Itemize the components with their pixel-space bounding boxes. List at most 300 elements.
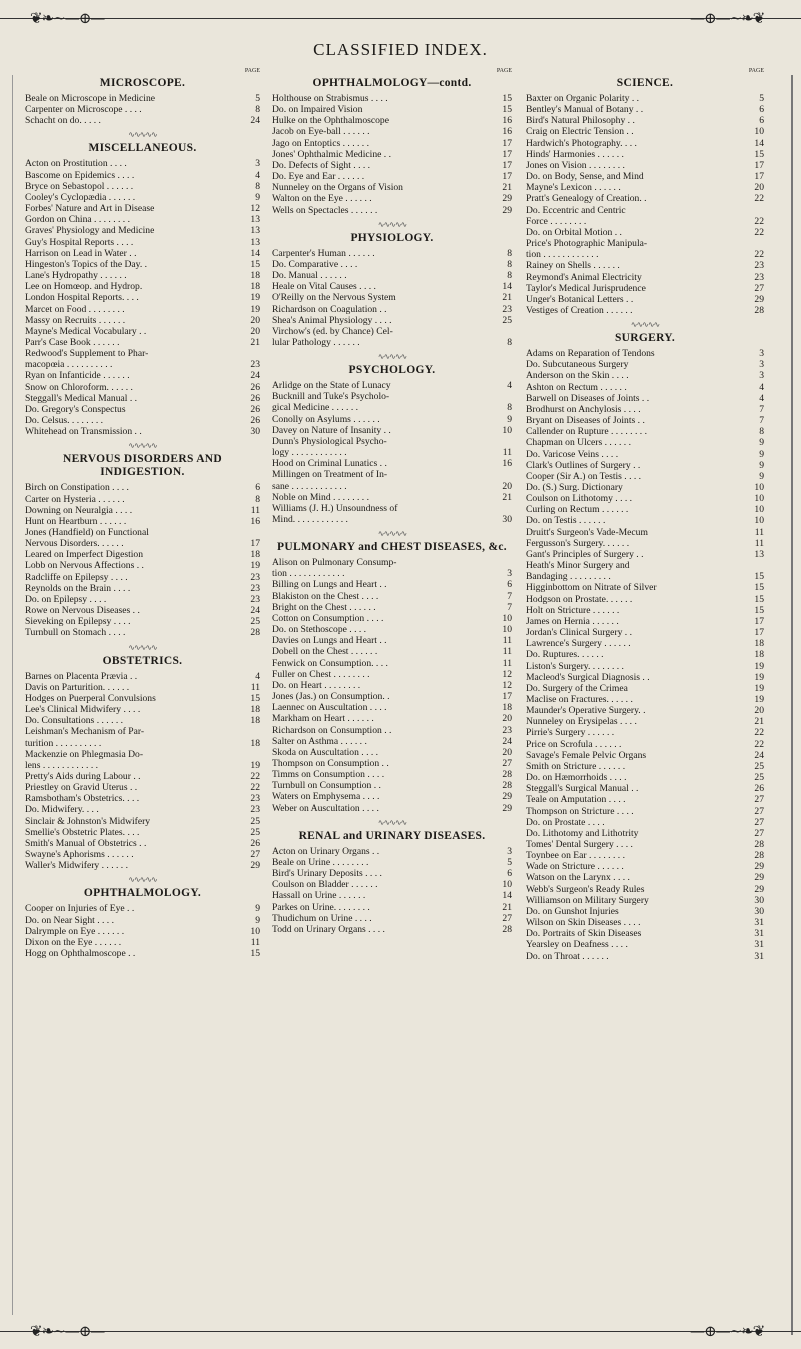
- entry-page-number: 25: [754, 772, 764, 784]
- entry-page-number: 17: [754, 159, 764, 171]
- entry-title: turition . . . . . . . . . .: [25, 737, 102, 749]
- entry-page-number: 26: [250, 392, 260, 404]
- index-entry: [272, 725, 512, 736]
- entry-page-number: 16: [502, 458, 512, 470]
- entry-title: Hardwich's Photography. . . .: [526, 137, 637, 149]
- index-entry: [526, 951, 764, 962]
- entry-page-number: 23: [250, 593, 260, 605]
- entry-page-number: 17: [502, 171, 512, 183]
- entry-page-number: 31: [754, 917, 764, 929]
- entry-page-number: 3: [507, 845, 512, 857]
- entry-page-number: 11: [250, 681, 260, 693]
- section-heading: MISCELLANEOUS.: [88, 142, 197, 155]
- index-entry: [272, 193, 512, 204]
- entry-title: Liston's Surgery. . . . . . . .: [526, 660, 624, 672]
- entry-title: Price on Scrofula . . . . . .: [526, 738, 622, 750]
- index-entry: [25, 738, 260, 749]
- entry-page-number: 22: [754, 215, 764, 227]
- index-entry: [25, 605, 260, 616]
- entry-title: Williamson on Military Surgery: [526, 894, 649, 906]
- entry-page-number: 7: [759, 403, 764, 415]
- entry-page-number: 27: [754, 282, 764, 294]
- entry-page-number: 11: [502, 657, 512, 669]
- index-entry: [25, 203, 260, 214]
- entry-page-number: 31: [754, 950, 764, 962]
- entry-page-number: 8: [507, 247, 512, 259]
- entry-page-number: 4: [759, 381, 764, 393]
- entry-title: Swayne's Aphorisms . . . . . .: [25, 849, 134, 861]
- entry-page-number: 18: [250, 549, 260, 561]
- entry-title: London Hospital Reports. . . .: [25, 292, 139, 304]
- entry-page-number: 4: [255, 670, 260, 682]
- entry-title: Maclise on Fractures. . . . . .: [526, 693, 633, 705]
- entry-page-number: 11: [250, 504, 260, 516]
- index-entry: [25, 370, 260, 381]
- entry-title: Todd on Urinary Organs . . . .: [272, 923, 385, 935]
- entry-page-number: 31: [754, 939, 764, 951]
- entry-title: Snow on Chloroform. . . . . .: [25, 381, 133, 393]
- index-entry: [272, 115, 512, 126]
- entry-title: Rainey on Shells . . . . . .: [526, 260, 620, 272]
- entry-title: Bentley's Manual of Botany . .: [526, 104, 644, 116]
- entry-title: Reymond's Animal Electricity: [526, 271, 642, 283]
- entry-title: Gant's Principles of Surgery . .: [526, 548, 644, 560]
- entry-title: logy . . . . . . . . . . . .: [272, 447, 347, 459]
- index-entry: [526, 370, 764, 381]
- entry-page-number: 10: [502, 424, 512, 436]
- section-heading: OPHTHALMOLOGY.: [83, 887, 202, 900]
- index-entry: [272, 902, 512, 913]
- entry-page-number: 11: [250, 936, 260, 948]
- index-entry: [25, 627, 260, 638]
- entry-page-number: 13: [250, 225, 260, 237]
- entry-page-number: 22: [754, 193, 764, 205]
- index-entry: [25, 671, 260, 682]
- entry-title: Do. on Orbital Motion . .: [526, 226, 622, 238]
- entry-title: Leishman's Mechanism of Par-: [25, 726, 145, 738]
- entry-title: Graves' Physiology and Medicine: [25, 225, 155, 237]
- entry-page-number: 5: [759, 93, 764, 104]
- index-entry: [272, 857, 512, 868]
- index-entry: [272, 425, 512, 436]
- entry-page-number: 19: [754, 682, 764, 694]
- index-entry: [526, 160, 764, 171]
- index-entry: [25, 270, 260, 281]
- entry-page-number: 9: [759, 459, 764, 471]
- entry-page-number: 30: [250, 426, 260, 438]
- page-column-label: PAGE: [244, 68, 260, 74]
- index-entry: [272, 315, 512, 326]
- index-entry: [272, 380, 512, 391]
- entry-page-number: 18: [502, 702, 512, 714]
- index-entry: [272, 326, 512, 337]
- entry-page-number: 10: [250, 925, 260, 937]
- entry-page-number: 15: [754, 582, 764, 594]
- entry-title: Do. on Hæmorrhoids . . . .: [526, 772, 627, 784]
- index-entry: [526, 605, 764, 616]
- entry-page-number: 23: [250, 804, 260, 816]
- index-entry: [25, 771, 260, 782]
- entry-title: Smith's Manual of Obstetrics . .: [25, 837, 147, 849]
- section-heading: SCIENCE.: [616, 77, 674, 89]
- index-entry: [272, 149, 512, 160]
- entry-title: Savage's Female Pelvic Organs: [526, 749, 647, 761]
- entry-title: Billing on Lungs and Heart . .: [272, 579, 387, 591]
- entry-page-number: 17: [754, 171, 764, 183]
- entry-title: Heath's Minor Surgery and: [526, 560, 630, 572]
- index-entry: [272, 557, 512, 568]
- index-entry: [526, 449, 764, 460]
- entry-page-number: 28: [754, 304, 764, 316]
- entry-page-number: 28: [502, 780, 512, 792]
- top-rule: [0, 18, 801, 19]
- page-title: CLASSIFIED INDEX.: [313, 40, 488, 59]
- entry-page-number: 20: [250, 314, 260, 326]
- entry-title: Bird's Natural Philosophy . .: [526, 115, 635, 127]
- page-column-label: PAGE: [748, 68, 764, 74]
- entry-page-number: 8: [255, 104, 260, 116]
- section-heading: PULMONARY and CHEST DISEASES, &c.: [277, 541, 507, 554]
- entry-title: Heale on Vital Causes . . . .: [272, 281, 376, 293]
- entry-title: lens . . . . . . . . . . . .: [25, 759, 99, 771]
- index-entry: [526, 283, 764, 294]
- entry-page-number: 16: [502, 115, 512, 127]
- entry-title: Rowe on Nervous Diseases . .: [25, 605, 140, 617]
- entry-title: Do. on Stethoscope . . . .: [272, 624, 367, 636]
- entry-title: Do. Celsus. . . . . . . .: [25, 415, 104, 427]
- index-entry: [526, 661, 764, 672]
- entry-page-number: 8: [507, 258, 512, 270]
- entry-title: Lane's Hydropathy . . . . . .: [25, 270, 127, 282]
- index-entry: [526, 817, 764, 828]
- index-entry: [526, 672, 764, 683]
- entry-title: Hinds' Harmonies . . . . . .: [526, 148, 624, 160]
- index-entry: [526, 683, 764, 694]
- entry-title: Fergusson's Surgery. . . . . .: [526, 537, 630, 549]
- entry-title: Adams on Reparation of Tendons: [526, 348, 655, 360]
- index-entry: [272, 436, 512, 447]
- index-entry: [526, 149, 764, 160]
- entry-title: Forbes' Nature and Art in Disease: [25, 203, 155, 215]
- entry-page-number: 17: [754, 615, 764, 627]
- entry-page-number: 10: [502, 612, 512, 624]
- entry-title: Hogg on Ophthalmoscope . .: [25, 948, 136, 959]
- entry-title: Do. Consultations . . . . . .: [25, 715, 124, 727]
- entry-page-number: 23: [754, 271, 764, 283]
- index-entry: [25, 804, 260, 815]
- index-entry: [25, 281, 260, 292]
- entry-page-number: 19: [754, 693, 764, 705]
- entry-title: Hood on Criminal Lunatics . .: [272, 458, 387, 470]
- index-entry: [272, 281, 512, 292]
- entry-title: Bucknill and Tuke's Psycholo-: [272, 391, 390, 403]
- entry-page-number: 22: [754, 249, 764, 261]
- entry-title: Jones on Vision . . . . . . . .: [526, 159, 625, 171]
- entry-title: Dixon on the Eye . . . . . .: [25, 936, 122, 948]
- entry-title: Nunneley on the Organs of Vision: [272, 182, 403, 194]
- entry-page-number: 9: [255, 914, 260, 926]
- index-entry: [526, 482, 764, 493]
- index-entry: [526, 861, 764, 872]
- index-entry: [272, 93, 512, 104]
- entry-page-number: 17: [502, 159, 512, 171]
- index-entry: [526, 471, 764, 482]
- entry-page-number: 11: [502, 447, 512, 459]
- entry-page-number: 6: [507, 579, 512, 591]
- entry-page-number: 21: [754, 716, 764, 728]
- entry-title: Parr's Case Book . . . . . .: [25, 336, 120, 348]
- index-entry: [272, 791, 512, 802]
- entry-page-number: 26: [250, 381, 260, 393]
- entry-page-number: 24: [250, 370, 260, 382]
- entry-title: Whitehead on Transmission . .: [25, 426, 142, 438]
- entry-title: Davis on Parturition. . . . . .: [25, 681, 130, 693]
- entry-page-number: 25: [250, 815, 260, 827]
- index-entry: [272, 846, 512, 857]
- index-entry: [272, 447, 512, 458]
- entry-title: Hodges on Puerperal Convulsions: [25, 692, 156, 704]
- index-entry: [25, 560, 260, 571]
- section-separator: ∿∿∿∿∿: [377, 219, 407, 229]
- entry-title: Do. Surgery of the Crimea: [526, 682, 628, 694]
- index-entry: [25, 326, 260, 337]
- entry-title: Waller's Midwifery . . . . . .: [25, 860, 129, 872]
- index-entry: [25, 158, 260, 169]
- index-entry: [25, 505, 260, 516]
- entry-title: Smellie's Obstetric Plates. . . .: [25, 826, 140, 838]
- index-entry: [25, 726, 260, 737]
- index-entry: [25, 715, 260, 726]
- right-border: [791, 75, 793, 1335]
- section-heading: MICROSCOPE.: [99, 77, 186, 89]
- entry-title: Virchow's (ed. by Chance) Cel-: [272, 325, 393, 337]
- index-entry: [526, 382, 764, 393]
- entry-title: Acton on Prostitution . . . .: [25, 158, 127, 170]
- index-entry: [25, 549, 260, 560]
- index-entry: [272, 803, 512, 814]
- entry-page-number: 15: [754, 604, 764, 616]
- index-entry: [526, 126, 764, 137]
- entry-page-number: 19: [250, 560, 260, 572]
- entry-title: Jordan's Clinical Surgery . .: [526, 627, 633, 639]
- entry-title: Do. Eccentric and Centric: [526, 204, 626, 216]
- index-entry: [25, 760, 260, 771]
- index-entry: [25, 849, 260, 860]
- entry-page-number: 15: [250, 258, 260, 270]
- entry-page-number: 7: [507, 590, 512, 602]
- entry-page-number: 26: [250, 403, 260, 415]
- index-entry: [272, 138, 512, 149]
- entry-title: Fuller on Chest . . . . . . . .: [272, 668, 370, 680]
- entry-title: Schacht on do. . . . .: [25, 115, 101, 127]
- entry-title: Wade on Stricture . . . . . .: [526, 861, 624, 873]
- entry-title: Brodhurst on Anchylosis . . . .: [526, 403, 641, 415]
- entry-title: Jones (Handfield) on Functional: [25, 527, 149, 538]
- entry-page-number: 24: [502, 735, 512, 747]
- index-column-2: [272, 68, 512, 935]
- index-entry: [272, 747, 512, 758]
- index-entry: [526, 594, 764, 605]
- entry-title: Jacob on Eye-ball . . . . . .: [272, 126, 370, 138]
- index-entry: [25, 583, 260, 594]
- entry-page-number: 20: [754, 182, 764, 194]
- index-entry: [526, 939, 764, 950]
- index-entry: [526, 884, 764, 895]
- index-entry: [272, 492, 512, 503]
- entry-title: Callender on Rupture . . . . . . . .: [526, 426, 647, 438]
- index-entry: [526, 582, 764, 593]
- index-entry: [272, 402, 512, 413]
- entry-title: Bryant on Diseases of Joints . .: [526, 415, 645, 427]
- entry-page-number: 23: [250, 582, 260, 594]
- section-separator: ∿∿∿∿∿: [377, 352, 407, 362]
- entry-title: Toynbee on Ear . . . . . . . .: [526, 850, 625, 862]
- index-entry: [25, 237, 260, 248]
- index-entry: [272, 924, 512, 935]
- entry-page-number: 3: [507, 568, 512, 580]
- entry-page-number: 20: [502, 713, 512, 725]
- entry-title: Do. Midwifery. . . .: [25, 804, 99, 816]
- entry-title: Anderson on the Skin . . . .: [526, 370, 629, 382]
- section-heading: OPHTHALMOLOGY—contd.: [312, 77, 472, 89]
- index-entry: [25, 104, 260, 115]
- index-entry: [25, 426, 260, 437]
- index-entry: [272, 414, 512, 425]
- section-heading: SURGERY.: [614, 332, 676, 345]
- entry-page-number: 29: [754, 872, 764, 884]
- entry-page-number: 28: [502, 923, 512, 935]
- entry-title: Gordon on China . . . . . . . .: [25, 214, 130, 226]
- entry-page-number: 21: [502, 182, 512, 194]
- entry-page-number: 4: [507, 380, 512, 392]
- index-entry: [272, 481, 512, 492]
- entry-page-number: 23: [502, 303, 512, 315]
- entry-title: Hulke on the Ophthalmoscope: [272, 115, 389, 127]
- entry-page-number: 15: [502, 104, 512, 116]
- entry-title: Waters on Emphysema . . . .: [272, 791, 380, 803]
- index-entry: [25, 181, 260, 192]
- index-entry: [526, 727, 764, 738]
- entry-title: Guy's Hospital Reports . . . .: [25, 236, 134, 248]
- index-entry: [272, 780, 512, 791]
- entry-title: Steggall's Medical Manual . .: [25, 392, 138, 404]
- entry-title: Harrison on Lead in Water . .: [25, 247, 137, 259]
- ornament-top-right: —⊕—∼❧❦: [690, 9, 765, 27]
- entry-page-number: 11: [754, 526, 764, 538]
- index-entry: [526, 493, 764, 504]
- index-entry: [272, 458, 512, 469]
- entry-page-number: 31: [754, 928, 764, 940]
- entry-title: Millingen on Treatment of In-: [272, 469, 388, 481]
- index-entry: [526, 560, 764, 571]
- index-entry: [25, 749, 260, 760]
- left-border: [12, 75, 13, 1315]
- entry-page-number: 18: [754, 649, 764, 661]
- index-entry: [272, 680, 512, 691]
- index-entry: [526, 305, 764, 316]
- index-column-3: [526, 68, 764, 962]
- index-entry: [526, 205, 764, 216]
- index-entry: [526, 115, 764, 126]
- entry-title: Do. on Near Sight . . . .: [25, 914, 114, 926]
- entry-title: Jones' Ophthalmic Medicine . .: [272, 148, 391, 160]
- index-entry: [25, 315, 260, 326]
- entry-page-number: 17: [250, 538, 260, 550]
- index-entry: [272, 591, 512, 602]
- entry-title: Radcliffe on Epilepsy . . . .: [25, 571, 128, 583]
- index-entry: [272, 292, 512, 303]
- entry-page-number: 27: [754, 827, 764, 839]
- index-entry: [25, 838, 260, 849]
- entry-page-number: 26: [754, 783, 764, 795]
- entry-page-number: 15: [502, 93, 512, 104]
- entry-title: Carpenter's Human . . . . . .: [272, 247, 375, 259]
- section-separator: ∿∿∿∿∿: [630, 320, 660, 330]
- entry-page-number: 24: [754, 749, 764, 761]
- entry-title: Do. Manual . . . . . .: [272, 270, 347, 282]
- entry-page-number: 22: [754, 226, 764, 238]
- entry-page-number: 18: [250, 704, 260, 716]
- entry-title: Price's Photographic Manipula-: [526, 238, 648, 250]
- index-entry: [526, 928, 764, 939]
- entry-page-number: 27: [502, 912, 512, 924]
- entry-page-number: 8: [759, 426, 764, 438]
- index-entry: [25, 816, 260, 827]
- entry-title: Mackenzie on Phlegmasia Do-: [25, 748, 144, 760]
- entry-page-number: 18: [250, 281, 260, 293]
- entry-page-number: 9: [255, 903, 260, 915]
- entry-title: Davey on Nature of Insanity . .: [272, 424, 391, 436]
- entry-title: Do. Ruptures. . . . . .: [526, 649, 604, 661]
- entry-title: Jones (Jas.) on Consumption. .: [272, 691, 390, 703]
- entry-page-number: 8: [507, 402, 512, 414]
- index-entry: [526, 227, 764, 238]
- index-entry: [272, 890, 512, 901]
- index-entry: [25, 704, 260, 715]
- entry-page-number: 17: [502, 148, 512, 160]
- entry-title: Blakiston on the Chest . . . .: [272, 590, 379, 602]
- entry-page-number: 17: [754, 627, 764, 639]
- index-entry: [526, 872, 764, 883]
- index-entry: [25, 214, 260, 225]
- entry-title: Thudichum on Urine . . . .: [272, 912, 372, 924]
- entry-title: Acton on Urinary Organs . .: [272, 845, 380, 857]
- entry-page-number: 23: [502, 724, 512, 736]
- entry-title: Dobell on the Chest . . . . . .: [272, 646, 378, 658]
- entry-title: Jago on Entoptics . . . . . .: [272, 137, 369, 149]
- entry-title: Do. on Epilepsy . . . .: [25, 593, 107, 605]
- entry-title: Parkes on Urine. . . . . . . .: [272, 901, 370, 913]
- entry-title: Carter on Hysteria . . . . . .: [25, 493, 125, 505]
- index-entry: [526, 694, 764, 705]
- bottom-rule: [0, 1331, 801, 1332]
- index-entry: [25, 827, 260, 838]
- index-entry: [272, 259, 512, 270]
- entry-page-number: 27: [754, 805, 764, 817]
- entry-page-number: 21: [502, 901, 512, 913]
- entry-title: Walton on the Eye . . . . . .: [272, 193, 372, 205]
- index-entry: [25, 926, 260, 937]
- entry-title: Webb's Surgeon's Ready Rules: [526, 883, 645, 895]
- entry-title: Holt on Stricture . . . . . .: [526, 604, 620, 616]
- index-entry: [25, 616, 260, 627]
- index-entry: [526, 538, 764, 549]
- entry-page-number: 5: [507, 856, 512, 868]
- entry-title: Chapman on Ulcers . . . . . .: [526, 437, 631, 449]
- entry-page-number: 9: [255, 191, 260, 203]
- entry-title: Ashton on Rectum . . . . . .: [526, 381, 627, 393]
- index-entry: [272, 270, 512, 281]
